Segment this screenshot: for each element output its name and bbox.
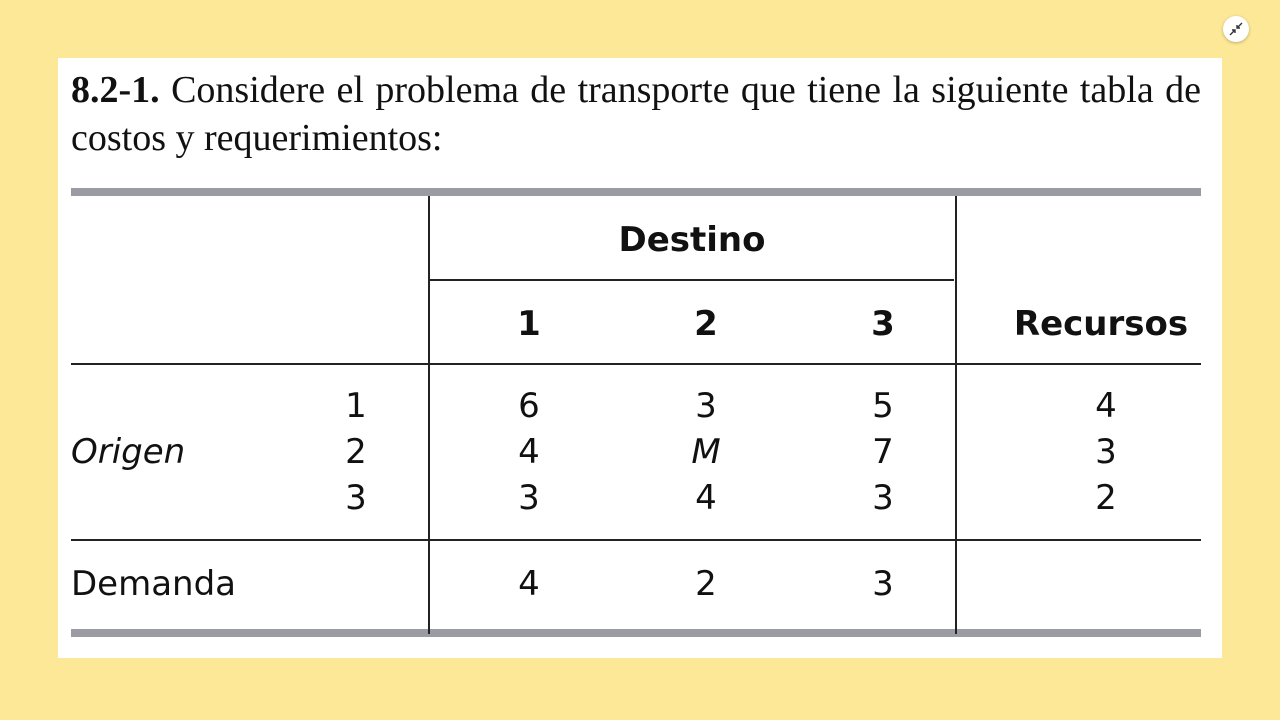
destino-3: 3 bbox=[871, 304, 895, 344]
demanda-value: 2 bbox=[695, 564, 717, 604]
cost-cell: 7 bbox=[872, 432, 894, 472]
problem-text: Considere el problema de transporte que tiene la siguiente tabla de costos y requerimientos: bbox=[71, 69, 1201, 159]
table-bottom-rule bbox=[71, 629, 1201, 637]
problem-number: 8.2-1. bbox=[71, 69, 160, 111]
table-divider bbox=[955, 196, 957, 634]
document-card bbox=[58, 58, 1222, 658]
origen-2: 2 bbox=[345, 432, 367, 472]
recursos-value: 4 bbox=[1095, 386, 1117, 426]
demanda-value: 4 bbox=[518, 564, 540, 604]
destino-header: Destino bbox=[618, 220, 766, 260]
table-top-rule bbox=[71, 188, 1201, 196]
destino-2: 2 bbox=[694, 304, 718, 344]
demanda-value: 3 bbox=[872, 564, 894, 604]
cost-cell: 6 bbox=[518, 386, 540, 426]
recursos-value: 3 bbox=[1095, 432, 1117, 472]
transport-table bbox=[71, 188, 1201, 638]
cost-cell: 3 bbox=[872, 478, 894, 518]
cost-cell: 4 bbox=[518, 432, 540, 472]
destino-underline bbox=[430, 279, 954, 281]
recursos-header: Recursos bbox=[1013, 304, 1189, 344]
problem-statement bbox=[71, 66, 1201, 162]
table-divider bbox=[428, 196, 430, 634]
collapse-icon bbox=[1229, 22, 1243, 36]
cost-cell: 4 bbox=[695, 478, 717, 518]
cost-cell: 3 bbox=[518, 478, 540, 518]
recursos-value: 2 bbox=[1095, 478, 1117, 518]
exit-fullscreen-button[interactable] bbox=[1223, 16, 1249, 42]
demanda-label: Demanda bbox=[71, 564, 237, 604]
cost-cell-m: M bbox=[691, 432, 721, 472]
origen-1: 1 bbox=[345, 386, 367, 426]
origen-3: 3 bbox=[345, 478, 367, 518]
destino-1: 1 bbox=[517, 304, 541, 344]
cost-cell: 5 bbox=[872, 386, 894, 426]
cost-cell: 3 bbox=[695, 386, 717, 426]
origen-label: Origen bbox=[71, 432, 186, 472]
header-rule bbox=[71, 363, 1201, 365]
body-rule bbox=[71, 539, 1201, 541]
